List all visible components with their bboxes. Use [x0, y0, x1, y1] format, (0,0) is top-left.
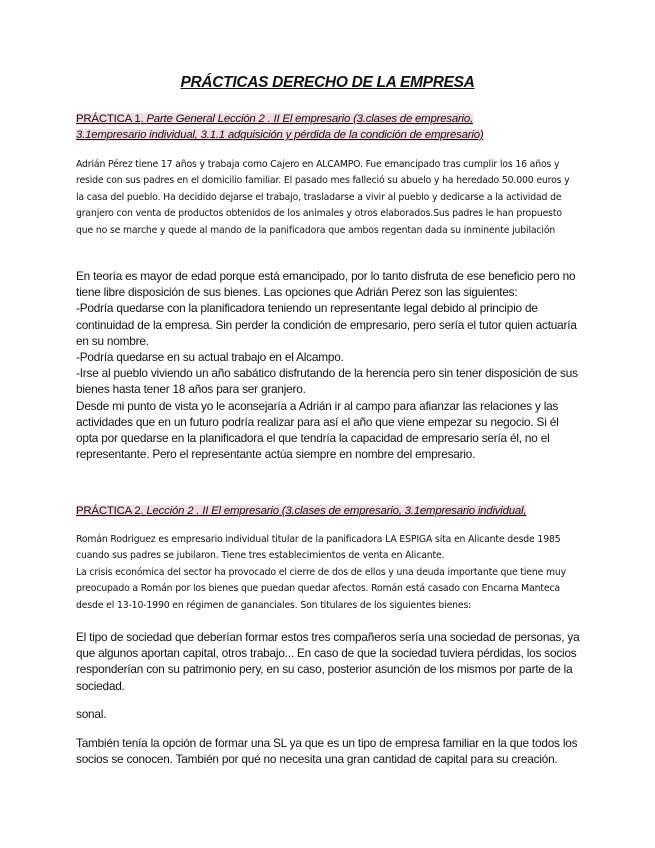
- practica-2-answer-3: [76, 735, 581, 767]
- practica-1-heading: [76, 111, 576, 143]
- practica-2-answer-paragraph-2: sonal.: [76, 707, 107, 721]
- practica-2-separator: .: [140, 505, 147, 517]
- practica-1-case-text: [76, 157, 578, 239]
- practica-2-label: PRÁCTICA 2: [76, 505, 141, 517]
- practica-2-heading: [76, 503, 576, 519]
- practica-1-separator: .: [140, 113, 147, 125]
- practica-1-answer-intro: En teoría es mayor de edad porque está emancipado, por lo tanto disfruta de ese beneficio pero no tiene libre disposición de sus bienes. Las opciones que Adrián Perez son las siguientes:: [76, 269, 576, 300]
- practica-2-answer-paragraph-3: También tenía la opción de formar una SL ya que es un tipo de empresa familiar en la que todos los socios se conocen. También por qué no necesita una gran cantidad de capital para su creación.: [76, 736, 578, 767]
- practica-1-answer-option-2: -Podría quedarse en su actual trabajo en el Alcampo.: [76, 350, 344, 365]
- practica-1-topic-line-2: 3.1empresario individual, 3.1.1 adquisición y pérdida de la condición de empresario): [76, 129, 484, 141]
- practica-2-case-text: [76, 532, 578, 614]
- practica-1-case-paragraph: Adrián Pérez tiene 17 años y trabaja como Cajero en ALCAMPO. Fue emancipado tras cumplir los 16 años y reside con sus padres en el domicilio familiar. El pasado mes falleció su abuelo y ha heredado 50.000 euros y la casa del pueblo. Ha decidido dejarse el trabajo, trasladarse a vivir al pueblo y dedicarse a la actividad de granjero con venta de productos obtenidos de los animales y otros elaborados.Sus padres le han propuesto que no se marche y quede al mando de la panificadora que ambos regentan dada su inminente jubilación: [76, 159, 570, 236]
- document-title: PRÁCTICAS DERECHO DE LA EMPRESA: [180, 74, 475, 91]
- practica-2-answer-2: [76, 706, 581, 722]
- practica-2-topic-line-1: Lección 2 . II El empresario (3.clases de empresario, 3.1empresario individual,: [146, 505, 527, 517]
- practica-1-answer: [76, 268, 581, 462]
- practica-2-answer-paragraph-1: El tipo de sociedad que deberían formar estos tres compañeros sería una sociedad de personas, ya que algunos aportan capital, otros trabajo... En caso de que la sociedad tuviera pérdidas, los socios responderían con su patrimonio pery, en su caso, posterior asunción de los mismos por parte de la sociedad.: [76, 630, 580, 693]
- practica-1-answer-option-1: -Podría quedarse con la planificadora teniendo un representante legal debido al principio de continuidad de la empresa. Sin perder la condición de empresario, pero sería el tutor quien actuaría en su nombre.: [76, 301, 577, 348]
- practica-1-topic-line-1: Parte General Lección 2 . II El empresario (3.clases de empresario,: [146, 113, 473, 125]
- practica-2-case-paragraph-2: La crisis económica del sector ha provocado el cierre de dos de ellos y una deuda importante que tiene muy preocupado a Román por los bienes que puedan quedar afectos. Román está casado con Encarna Manteca desde el 13-10-1990 en régimen de gananciales. Son titulares de los siguientes bienes:: [76, 566, 566, 611]
- practica-1-label: PRÁCTICA 1: [76, 113, 141, 125]
- practica-2-case-paragraph-1: Román Rodriguez es empresario individual titular de la panificadora LA ESPIGA sita en Alicante desde 1985 cuando sus padres se jubilaron. Tiene tres establecimientos de venta en Alicante.: [76, 534, 561, 562]
- practica-1-answer-option-3: -Irse al pueblo viviendo un año sabático disfrutando de la herencia pero sin tener disposición de sus bienes hasta tener 18 años para ser granjero.: [76, 366, 578, 397]
- practica-2-answer-1: [76, 629, 581, 694]
- practica-1-answer-conclusion: Desde mi punto de vista yo le aconsejaría a Adrián ir al campo para afianzar las relaciones y las actividades que en un futuro podría realizar para así el año que viene empezar su negocio. Si él opta por quedarse en la planificadora el que tendría la capacidad de empresario sería él, no el representante. Pero el representante actúa siempre en nombre del empresario.: [76, 398, 559, 462]
